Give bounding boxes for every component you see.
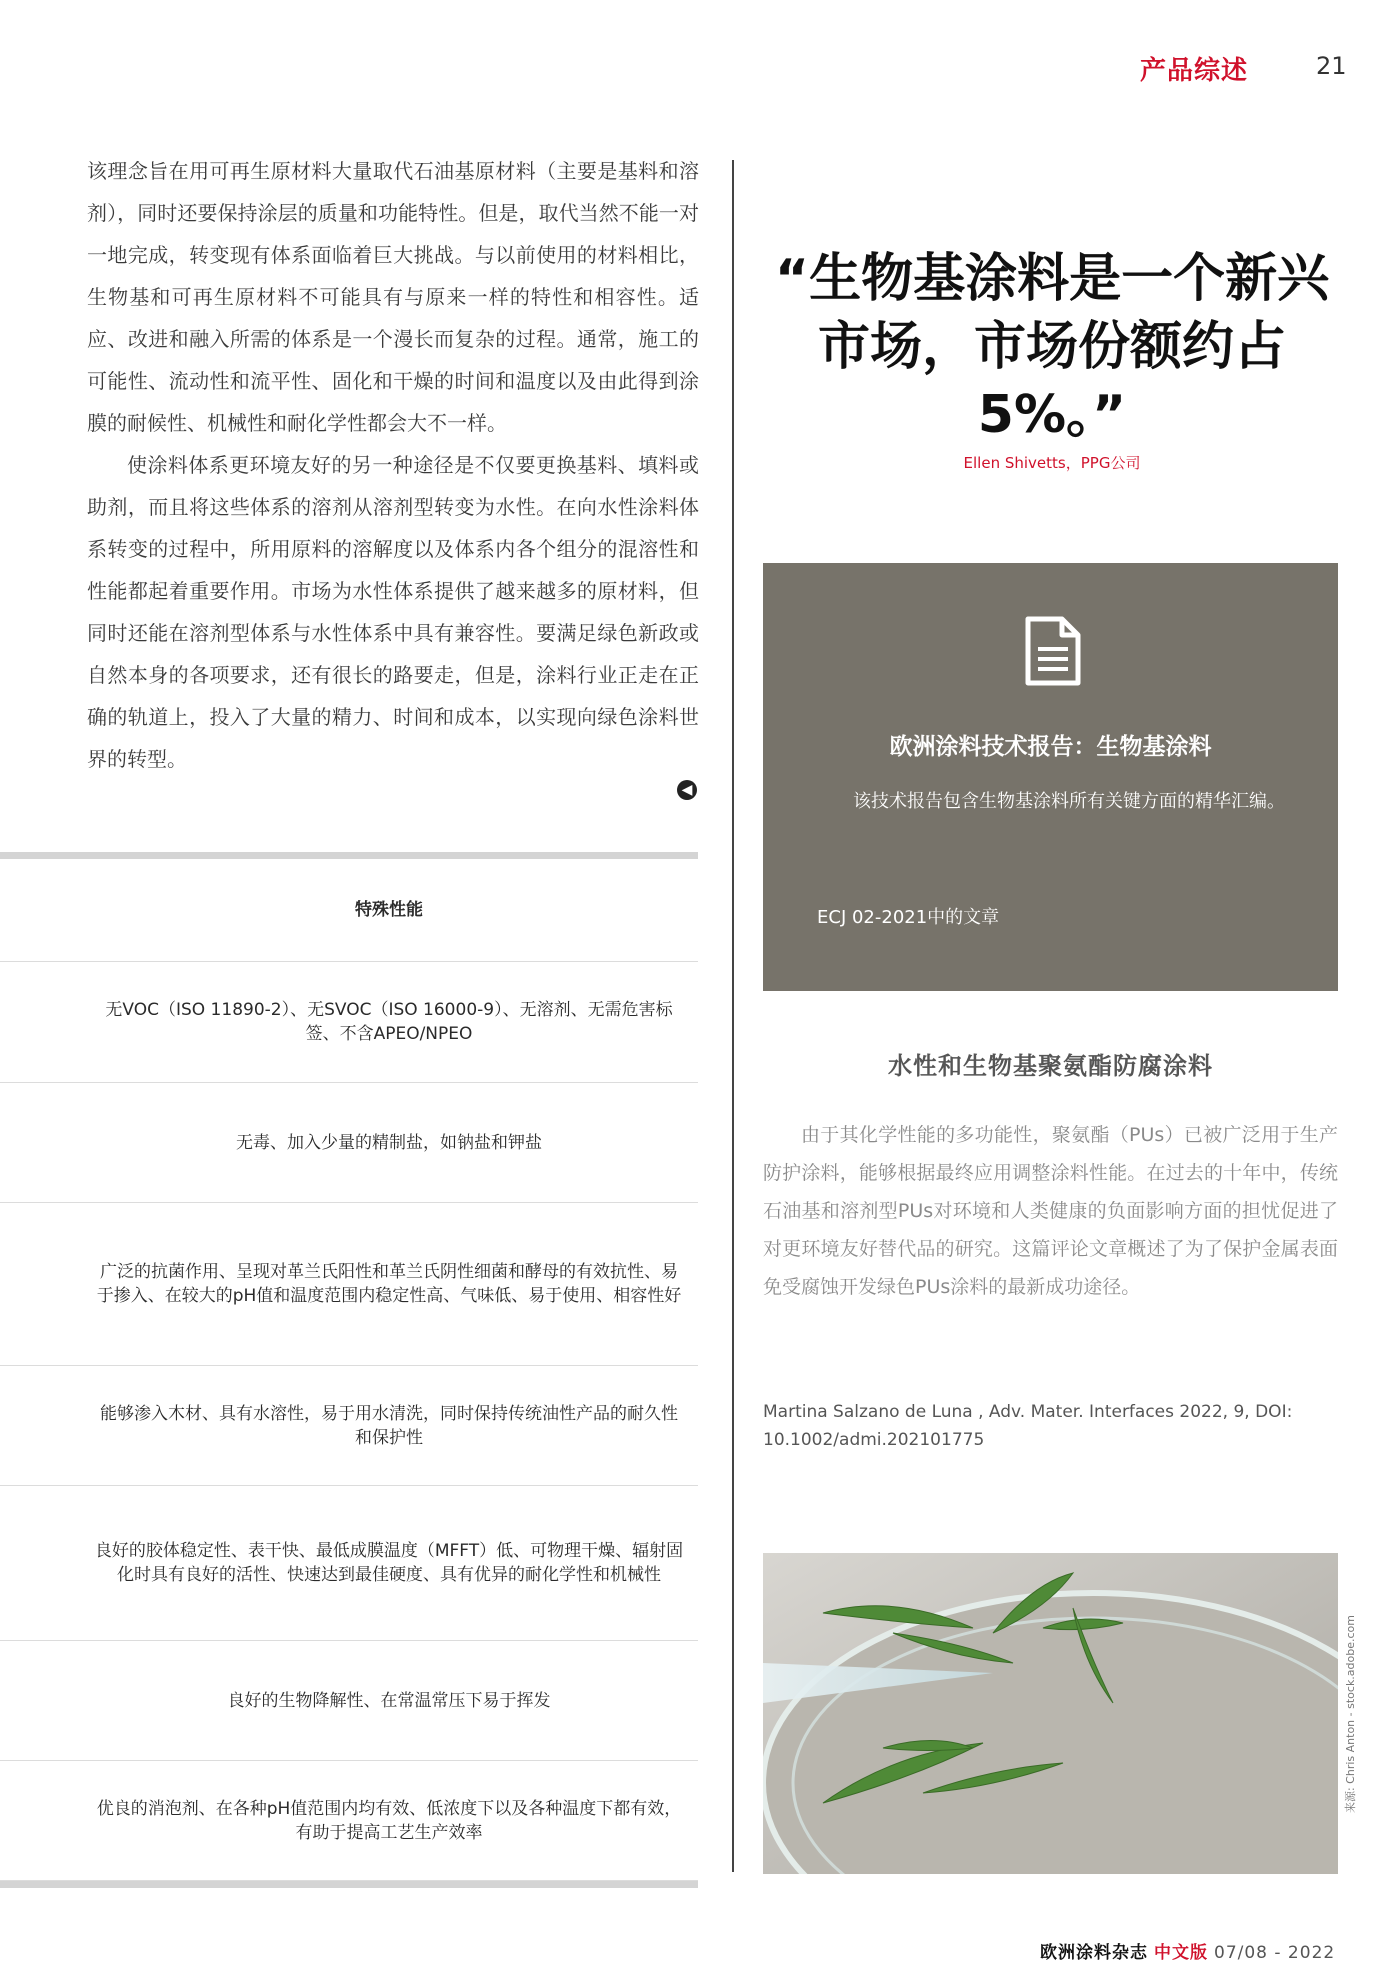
issue-date: 07/08 - 2022: [1214, 1943, 1336, 1963]
report-title: 欧洲涂料技术报告：生物基涂料: [889, 734, 1212, 760]
paragraph: 使涂料体系更环境友好的另一种途径是不仅要更换基料、填料或助剂，而且将这些体系的溶剂从溶剂型转变为水性。在向水性涂料体系转变的过程中，所用原料的溶解度以及体系内各个组分的混溶性和性能都起着重要作用。市场为水性体系提供了越来越多的原材料，但同时还能在溶剂型体系与水性体系中具有兼容性。要满足绿色新政或自然本身的各项要求，还有很长的路要走，但是，涂料行业正走在正确的轨道上，投入了大量的精力、时间和成本，以实现向绿色涂料世界的转型。: [87, 453, 699, 771]
table-top-rule: [0, 852, 698, 859]
left-body-text: [87, 150, 699, 780]
properties-table: [0, 852, 698, 1888]
table-row: 良好的胶体稳定性、表干快、最低成膜温度（MFFT）低、可物理干燥、辐射固化时具有良好的活性、快速达到最佳硬度、具有优异的耐化学性和机械性: [0, 1486, 698, 1641]
photo-credit: 来源: Chris Anton - stock.adobe.com: [1344, 1614, 1357, 1813]
article-abstract: 由于其化学性能的多功能性，聚氨酯（PUs）已被广泛用于生产防护涂料，能够根据最终应用调整涂料性能。在过去的十年中，传统石油基和溶剂型PUs对环境和人类健康的负面影响方面的担忧促进了对更环境友好替代品的研究。这篇评论文章概述了为了保护金属表面免受腐蚀开发绿色PUs涂料的最新成功途径。: [763, 1124, 1338, 1298]
section-title: 产品综述: [1140, 56, 1249, 86]
end-of-article-icon: ◀: [677, 780, 697, 800]
magazine-name: 欧洲涂料杂志: [1040, 1943, 1148, 1963]
report-description: 该技术报告包含生物基涂料所有关键方面的精华汇编。: [853, 791, 1285, 812]
paragraph: 该理念旨在用可再生原材料大量取代石油基原材料（主要是基料和溶剂），同时还要保持涂层的质量和功能特性。但是，取代当然不能一对一地完成，转变现有体系面临着巨大挑战。与以前使用的材料相比，生物基和可再生原材料不可能具有与原来一样的特性和相容性。适应、改进和融入所需的体系是一个漫长而复杂的过程。通常，施工的可能性、流动性和流平性、固化和干燥的时间和温度以及由此得到涂膜的耐候性、机械性和耐化学性都会大不一样。: [87, 159, 699, 435]
report-source: ECJ 02-2021中的文章: [817, 907, 1000, 928]
page-number: 21: [1316, 52, 1347, 80]
petri-dish-photo: [763, 1553, 1338, 1874]
table-row: 良好的生物降解性、在常温常压下易于挥发: [0, 1641, 698, 1761]
table-row: 能够渗入木材、具有水溶性，易于用水清洗，同时保持传统油性产品的耐久性和保护性: [0, 1366, 698, 1486]
article-reference: Martina Salzano de Luna , Adv. Mater. Interfaces 2022, 9, DOI: 10.1002/admi.202101775: [763, 1402, 1293, 1450]
table-bottom-rule: [0, 1881, 698, 1888]
document-icon: [1024, 615, 1082, 687]
table-row: 广泛的抗菌作用、呈现对革兰氏阳性和革兰氏阴性细菌和酵母的有效抗性、易于掺入、在较大的pH值和温度范围内稳定性高、气味低、易于使用、相容性好: [0, 1203, 698, 1366]
pull-quote: “生物基涂料是一个新兴市场，市场份额约占5%。”: [774, 249, 1330, 445]
edition-label: 中文版: [1154, 1943, 1208, 1963]
table-row: 无毒、加入少量的精制盐，如钠盐和钾盐: [0, 1083, 698, 1203]
quote-attribution: Ellen Shivetts，PPG公司: [963, 454, 1141, 472]
footer: [1040, 1938, 1335, 1963]
article-title: 水性和生物基聚氨酯防腐涂料: [888, 1052, 1213, 1080]
report-box: [763, 563, 1338, 991]
table-row: 无VOC（ISO 11890-2）、无SVOC（ISO 16000-9）、无溶剂、无需危害标签、不含APEO/NPEO: [0, 962, 698, 1083]
table-header: 特殊性能: [0, 859, 698, 962]
table-row: 优良的消泡剂、在各种pH值范围内均有效、低浓度下以及各种温度下都有效，有助于提高工艺生产效率: [0, 1761, 698, 1881]
column-divider: [732, 160, 734, 1872]
